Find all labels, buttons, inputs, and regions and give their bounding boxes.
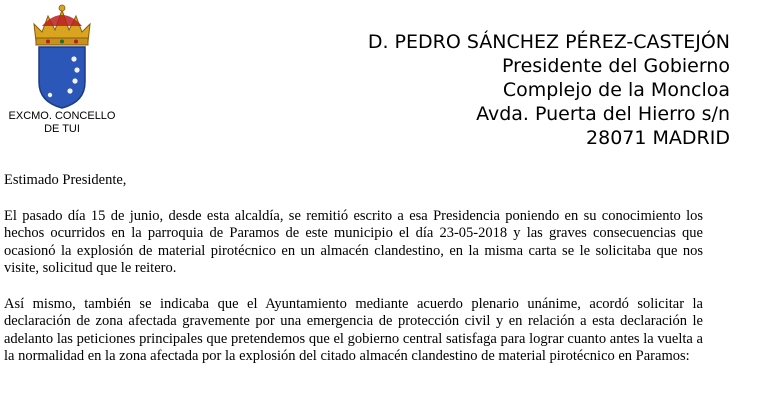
crown-icon [34,5,90,45]
paragraph-2: Así mismo, también se indicaba que el Ayuntamiento mediante acuerdo plenario unánime, acordó solicitar la declaración de zona afectada gravemente por una emergencia de protección civil y en relación a esta declaración le adelanto las peticiones principales que pretendemos que el gobierno central satisfaga para lograr cuanto antes la vuelta a la normalidad en la zona afectada por la explosión del citado almacén clandestino de material pirotécnico en Paramos: [4,295,703,364]
paragraph-1: El pasado día 15 de junio, desde esta alcaldía, se remitió escrito a esa Presidencia poniendo en su conocimiento los hechos ocurridos en la parroquia de Paramos de este municipio el día 23-05-2018 y las graves consecuencias que ocasionó la explosión de material pirotécnico en un almacén clandestino, en la misma carta se le solicitaba que nos visite, solicitud que le reitero. [4,207,703,276]
recipient-city: 28071 MADRID [586,127,730,149]
letter-body [4,172,703,366]
recipient-street: Avda. Puerta del Hierro s/n [476,103,730,125]
coat-of-arms-logo [28,2,96,110]
shield-icon [39,47,85,108]
organization-name-line1: EXCMO. CONCELLO [8,110,116,122]
recipient-position: Presidente del Gobierno [502,55,730,77]
organization-name-line2: DE TUI [44,123,80,135]
recipient-address-block [368,30,730,150]
organization-name [4,110,120,136]
salutation: Estimado Presidente, [4,172,127,188]
recipient-building: Complejo de la Moncloa [502,79,730,101]
recipient-name: D. PEDRO SÁNCHEZ PÉREZ-CASTEJÓN [367,31,730,53]
